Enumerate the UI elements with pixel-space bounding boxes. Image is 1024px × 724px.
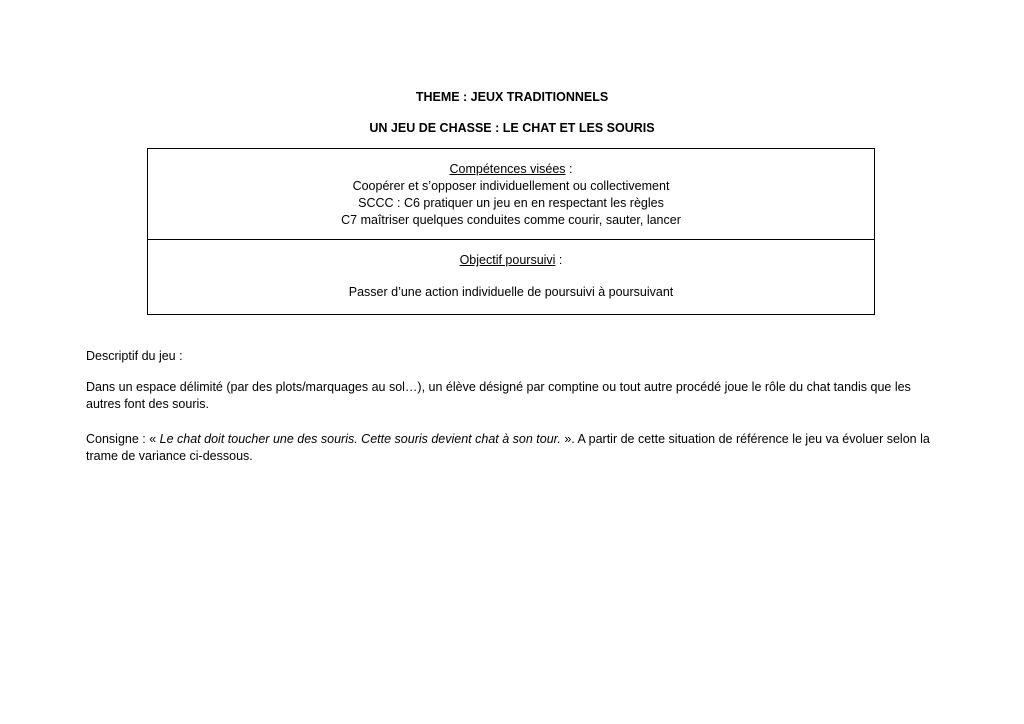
competences-heading bbox=[148, 161, 874, 178]
competences-cell bbox=[148, 149, 874, 239]
consigne-prefix: Consigne : « bbox=[86, 432, 160, 446]
competence-line: Coopérer et s’opposer individuellement ou collectivement bbox=[352, 178, 670, 193]
objectives-table bbox=[147, 148, 875, 315]
objectif-text: Passer d’une action individuelle de poursuivi à poursuivant bbox=[348, 284, 674, 299]
description-label: Descriptif du jeu : bbox=[86, 349, 183, 363]
consigne-quote: Le chat doit toucher une des souris. Cette souris devient chat à son tour. bbox=[159, 432, 561, 446]
competence-line: C7 maîtriser quelques conduites comme courir, sauter, lancer bbox=[341, 212, 681, 227]
objectif-heading-colon: : bbox=[555, 253, 563, 267]
consigne-paragraph bbox=[86, 431, 938, 465]
objectif-cell bbox=[148, 239, 874, 315]
objectif-heading bbox=[148, 252, 874, 269]
competence-line: SCCC : C6 pratiquer un jeu en en respectant les règles bbox=[358, 195, 664, 210]
competences-heading-label: Compétences visées bbox=[449, 162, 566, 176]
consigne-suffix: ». A partir de cette situation de référence le jeu va évoluer selon la trame de variance ci-dessous. bbox=[86, 432, 930, 463]
competences-heading-colon: : bbox=[565, 162, 573, 176]
objectif-heading-label: Objectif poursuivi bbox=[459, 253, 556, 267]
game-title: UN JEU DE CHASSE : LE CHAT ET LES SOURIS bbox=[369, 121, 655, 135]
description-text: Dans un espace délimité (par des plots/marquages au sol…), un élève désigné par comptine ou tout autre procédé joue le rôle du chat tandis que les autres font des souris. bbox=[86, 380, 911, 411]
theme-title: THEME : JEUX TRADITIONNELS bbox=[415, 90, 609, 104]
